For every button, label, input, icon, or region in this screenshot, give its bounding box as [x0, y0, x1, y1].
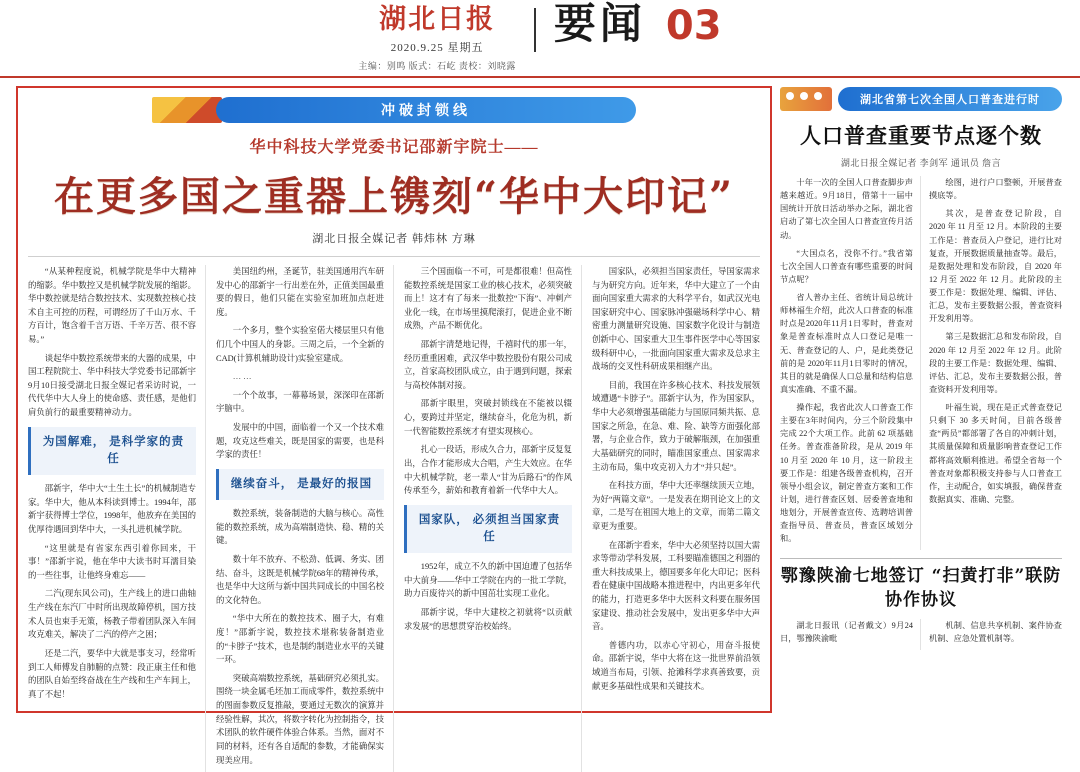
census-column-1: [780, 176, 921, 550]
paragraph: “大国点名，没你不行。”我省第七次全国人口普查有哪些重要的时间节点呢？: [780, 248, 913, 284]
paragraph: “这里就是有省家东西引着你回来，干事！”邵新宇说，他在华中大读书时耳濡目染的一些往事，让他终身难忘——: [28, 543, 196, 580]
page-number: 03: [665, 3, 722, 49]
secondary-column-2: [929, 619, 1062, 650]
paragraph: 发展中的中国，面临着一个又一个技术难题，攻克这些难关，既是国家的需要，也是科学家的责任！: [216, 423, 384, 460]
paragraph: 机制、信息共享机制、案件协查机制、应急处置机制等。: [929, 620, 1062, 644]
feature-columns: [28, 265, 760, 772]
paragraph: 美国纽约州，圣诞节，驻美国通用汽车研发中心的邵新宇一行出差在外，正值美国最重要的假日，他们只能在实验室加班加点赶进度。: [216, 267, 384, 317]
paragraph: 一个个故事，一幕幕场景，深深印在邵新宇脑中。: [216, 390, 384, 414]
paragraph: 操作起，我省此次人口普查工作主要在3年时间内，分三个阶段集中完成 22个大项工作。此前 62 项基础任务。普查准备阶段，是从 2019 年 10 月至 2020 年 10 月，这一阶段主要工作是：组建各级普查机构，召开领导小组会议，制定普查方案和工作计划，进行普查区划、居委普查地和地划分，开展普查宣传、选聘培训普查指导员、普查员，普查区域划分和。: [780, 403, 913, 544]
secondary-article-title: 鄂豫陕渝七地签订 “扫黄打非”联防协作协议: [780, 566, 1062, 611]
newspaper-logo: 湖北日报: [379, 4, 496, 35]
feature-headline: 在更多国之重器上镌刻“华中大印记”: [53, 173, 734, 220]
paragraph: 省人普办主任、省统计局总统计师林福生介绍，此次人口普查的标准时点是2020年11月1日零时，普查对象是普查标准时点人口登记是唯一无、普查登记的人、户，是此类登记前的是 2020年11月1日零时的情况，其目的就是确保人口总量和结构信息真实准确、不重不漏。: [780, 293, 913, 394]
feature-column-4: [592, 265, 760, 772]
paragraph: “华中大所在的数控技术、圈子大，有难度！”邵新宇说，数控技术堪称装备制造业的“卡脖子”技术，也是制约制造业水平的关键一环。: [216, 614, 384, 665]
feature-subhead-1: 为国解难， 是科学家的责任: [28, 427, 196, 476]
paragraph: 国家队，必须担当国家责任，导国家需求与为研究方向。近年来，华中大建立了一个由面向国家重大需求的大科学平台，如武汉光电国家研究中心、国家脉冲强磁场科学中心、精密重力测量研究设施、国家数字化设计与制造创新中心、国家重大卫生事件医学中心等国家级科研中心，一批面向国家重大需求及总求主战场的交叉性科研成果相继产出。: [592, 267, 760, 372]
paragraph: 突破高端数控系统，基础研究必须扎实。围绕一块金属毛坯加工而成零件，数控系统中的图面参数反复推敲，要通过无数次的演算并经验性解，其次，将数字转化为控制指令，技术团队的软件硬件体验合体系。当然，面对不同的材料，还有各自适配的参数，才能确保实现美应用。: [216, 673, 384, 765]
masthead: [0, 0, 1080, 78]
page-content: [0, 80, 1080, 765]
paragraph: 邵新宇眼里，突破封锁线在不能被以辍心，要跨过并坚定，继续奋斗，化危为机，新一代智能数控系统才有望实现核心。: [404, 399, 572, 436]
feature-banner: [28, 96, 760, 124]
feature-subhead-2: 继续奋斗， 是最好的报国: [216, 469, 384, 500]
paragraph: 十年一次的全国人口普查脚步声越来越近。9月18日，借第十一届中国统计开放日活动举办之际，湖北省启动了第七次全国人口普查宣传月活动。: [780, 178, 913, 240]
feature-banner-label: 冲破封锁线: [216, 97, 636, 123]
paragraph: “从某种程度说，机械学院是华中大精神的缩影。华中数控又是机械学院发展的缩影。华中数控就是结合数控技术、实现数控核心技术自主可控的历程，可谓经历了千山万水、千方百计，饱含着千言万语、千辛万苦、很不容易。”: [28, 267, 196, 345]
paragraph: 湖北日报讯（记者戴文）9月24日，鄂豫陕渝毗: [780, 620, 913, 644]
paragraph: 还是二汽，要华中大就是事支习，经常听到工人师傅发自肺腑的点赞：段正康主任和他的团队自始至终奋战在生产线和生产车间上，真了不起！: [28, 648, 196, 699]
paragraph: 一个多月，整个实验室偌大楼层里只有他们几个中国人的身影。三周之后，一个全新的CAD(计算机辅助设计)实验室建成。: [216, 326, 384, 363]
masthead-left: [358, 6, 516, 72]
paragraph: 谈起华中数控系统带来的大器的成果，中国工程院院士、华中科技大学党委书记邵新宇9月10日接受湖北日报全媒记者采访时说，一代代华中大人身上的使命感、责任感，是他们肩负前行的最重要精神动力。: [28, 353, 196, 418]
banner-flag-icon: [152, 97, 222, 123]
feature-article: [16, 86, 772, 765]
paragraph: 在邵新宇看来，华中大必须坚持以国大需求等带动学科发展，工科要瞄准德国之利器的重大科技成果上，德国要多年化大印记；医科看在健康中国战略本推进程中，内出更多年代的能力，打造更多华中大医科文科要在服务国家建设、推动社会发展中，发出更多华中大声音。: [592, 540, 760, 632]
paragraph: 第三是数据汇总和发布阶段，自 2020 年 12 月至 2022 年 12 月。此阶段的主要工作是：数据处理、编辑、评估、汇总，发布主要数据公报，普查资料开发利用等。: [929, 332, 1062, 394]
paragraph: 邵新宇说，华中大建校之初就将“以贡献求发展”的思想贯穿治校始终。: [404, 608, 572, 631]
paragraph: 二汽(现东风公司)，生产线上的进口曲轴生产线在东汽厂中时所出现故障停机，国方技术人员也束手无策，杨教子带着团队深入车间攻克难关，解决了二汽的停产之困；: [28, 589, 196, 640]
paragraph: 目前，我国在许多核心技术、科技发展领域遭遇“卡脖子”。邵新宇认为，作为国家队，华中大必须增强基础能力与国原同频共振、息国家之所急，在急、难、险、缺等方面强化部署，与企业合作，致力于破解瓶颈，在加强重大基础研究的同时，瞄准国家重点、国家需求主动布局，集中攻克初入力才“并只起”。: [592, 380, 760, 472]
people-group-icon: [780, 87, 832, 111]
feature-byline: 湖北日报全媒记者 韩炜林 方琳: [312, 233, 476, 245]
paragraph: 绘图，进行户口整顿，开展普查摸底等。: [929, 178, 1062, 201]
feature-column-3: [404, 265, 582, 772]
ellipsis: ……: [232, 372, 254, 382]
paragraph: 其次，是普查登记阶段，自 2020 年 11 月至 12 月。本阶段的主要工作是：普查员入户登记，进行比对复查，开展数据质量抽查等。最后，是数据处理和发布阶段，自 2020 年 12 月至 2022 年 12 月。此阶段的主要工作是：数据处理、编辑、评估、汇总，发布主要数据公报，普查资料开发利用等。: [929, 209, 1062, 324]
paragraph: 1952年，成立不久的新中国迫遭了包括华中大前身——华中工学院在内的一批工学院，助力百废待兴的新中国茁壮实现工业化。: [404, 562, 572, 599]
feature-column-2: [216, 265, 394, 772]
census-column-2: [929, 176, 1062, 550]
census-banner: [780, 86, 1062, 112]
editor-credit: 主编：别鸣 版式：石屹 责校：刘晓露: [358, 61, 516, 72]
feature-column-1: [28, 265, 206, 772]
paragraph: 邵新宇清楚地记得，千禧时代的那一年，经历重重困难，武汉华中数控股份有限公司成立，首家高校团队成立，由于遇到问题，探索与高校体制对接。: [404, 340, 572, 390]
paragraph: 数十年不放弃、不松劲、低调、务实、团结、奋斗，这既是机械学院68年的精神传承，也是华中大这所与新中国共同成长的中国名校的文化特色。: [216, 555, 384, 605]
paragraph: 数控系统，装备制造的大脑与核心。高性能的数控系统，成为高端制造快、稳、精的关键。: [216, 509, 384, 546]
section-title: 要闻: [553, 2, 646, 48]
paragraph: 叶福生说，现在是正式普查登记只剩下 30 多天时间，目前各级普查“两员”都部署了各自的冲刺计划，其质量保障和质量影响普查登记工作都将高效顺利推进。希望全省每一个普查对象都积极支持参与人口普查工作，主动配合，如实填报，确保普查数据真实、准确、完整。: [929, 403, 1062, 504]
masthead-divider: [534, 8, 536, 52]
feature-rule: [28, 256, 760, 257]
feature-shoulder: 华中科技大学党委书记邵新宇院士——: [249, 139, 539, 156]
paragraph: 扎心一段话，形成久合力，邵新宇反复复出，合作才能形成大合唱，产生大效应。在华中大机械学院，老一辈人“甘为后路石”的作风传承至今，薪始和教育着新一代华中大人。: [404, 445, 572, 496]
census-divider: [780, 558, 1062, 559]
census-article: [780, 86, 1062, 713]
census-byline: 湖北日报全媒记者 李剑军 通讯员 詹言: [840, 158, 1002, 168]
census-banner-label: 湖北省第七次全国人口普查进行时: [838, 87, 1062, 111]
secondary-article-columns: [780, 619, 1062, 650]
paragraph: 三个国面临一不可，可是都很难！但高性能数控系统是国家工业的核心技术，必须突破而上！这才有了每来一批数控“下海”、冲刺产业化一线，在市场里摸爬滚打，促进企业不断成熟，产品不断优化。: [404, 267, 572, 331]
census-title: 人口普查重要节点逐个数: [800, 123, 1042, 148]
feature-subhead-3: 国家队， 必须担当国家责任: [404, 505, 572, 554]
paragraph: 邵新宇，华中大“土生土长”的机械制造专家。华中大，他从本科读到博士。1994年，邵新宇获得博士学位，1998年，他放弃在美国的优厚待遇回到华中大，一头扎进机械学院。: [28, 484, 196, 535]
paragraph: 普德内功，以赤心守初心，用奋斗报使命。邵新宇说，华中大将在这一批世界前沿领域道当布局，引领、抢滩科学求真善致要，贡献更多基础性成果和关键技术。: [592, 640, 760, 691]
paragraph: 在科技方面，华中大还率继续顶天立地，为好“两篇文章”。一是发表在期刊论文上的文章，二是写在祖国大地上的文章，而第二篇文章更为重要。: [592, 481, 760, 531]
census-columns: [780, 176, 1062, 550]
publication-date: 2020.9.25 星期五: [390, 42, 484, 55]
secondary-column-1: [780, 619, 921, 650]
